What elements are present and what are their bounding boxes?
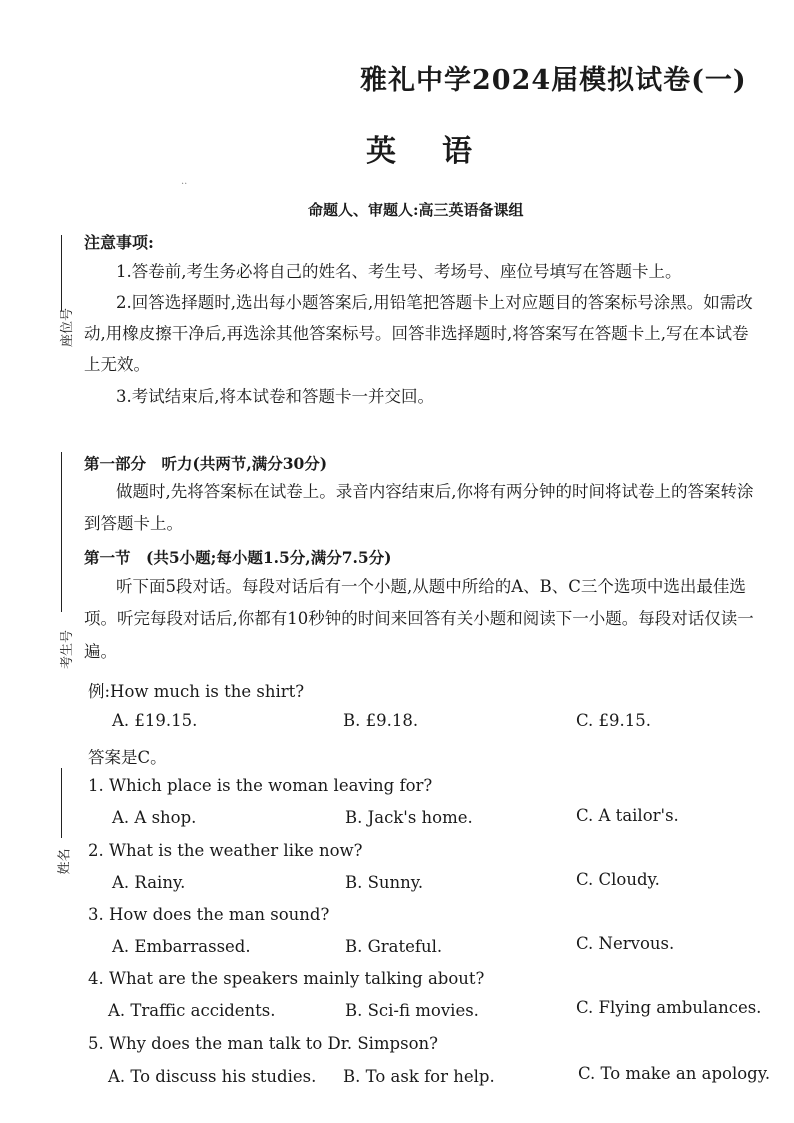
q4-option-c: C. Flying ambulances. [576, 998, 762, 1017]
q2-option-c: C. Cloudy. [576, 870, 660, 889]
q5-option-c: C. To make an apology. [578, 1064, 771, 1083]
notice-line-3: 3.考试结束后,将本试卷和答题卡一并交回。 [116, 387, 434, 406]
exam-number-line [61, 452, 62, 612]
exam-number-label: 考生号 [60, 629, 76, 670]
notice-line-2b: 动,用橡皮擦干净后,再选涂其他答案标号。回答非选择题时,将答案写在答题卡上,写在本试卷 [84, 324, 749, 343]
seat-number-line [61, 235, 62, 311]
q1-option-c: C. A tailor's. [576, 806, 679, 825]
q1-option-a: A. A shop. [112, 808, 197, 827]
q2-option-b: B. Sunny. [345, 873, 424, 892]
subject-title: 英语 [366, 134, 518, 169]
q1-option-b: B. Jack's home. [345, 808, 473, 827]
example-option-b: B. £9.18. [343, 711, 419, 730]
section1-heading: 第一节 (共5小题;每小题1.5分,满分7.5分) [84, 548, 392, 567]
question-4: 4. What are the speakers mainly talking about? [88, 969, 485, 988]
notice-heading: 注意事项: [84, 233, 154, 252]
name-line [61, 768, 62, 838]
q5-option-b: B. To ask for help. [343, 1067, 495, 1086]
q5-option-a: A. To discuss his studies. [108, 1067, 317, 1086]
question-2: 2. What is the weather like now? [88, 841, 363, 860]
exam-title: 雅礼中学2024届模拟试卷(一) [360, 65, 747, 96]
q4-option-b: B. Sci-fi movies. [345, 1001, 479, 1020]
question-5: 5. Why does the man talk to Dr. Simpson? [88, 1034, 438, 1053]
q4-option-a: A. Traffic accidents. [108, 1001, 276, 1020]
instructions-a: 听下面5段对话。每段对话后有一个小题,从题中所给的A、B、C三个选项中选出最佳选 [116, 577, 746, 596]
example-option-a: A. £19.15. [112, 711, 198, 730]
question-1: 1. Which place is the woman leaving for? [88, 776, 433, 795]
q2-option-a: A. Rainy. [112, 873, 186, 892]
notice-line-2c: 上无效。 [84, 355, 150, 374]
part1-heading: 第一部分 听力(共两节,满分30分) [84, 454, 328, 473]
notice-line-1: 1.答卷前,考生务必将自己的姓名、考生号、考场号、座位号填写在答题卡上。 [116, 262, 682, 281]
example-question: 例:How much is the shirt? [88, 682, 305, 701]
seat-number-label: 座位号 [60, 307, 76, 348]
part1-intro-b: 到答题卡上。 [84, 514, 183, 533]
q3-option-a: A. Embarrassed. [112, 937, 251, 956]
instructions-b: 项。听完每段对话后,你都有10秒钟的时间来回答有关小题和阅读下一小题。每段对话仅读一 [84, 609, 754, 628]
name-label: 姓名 [57, 848, 73, 875]
example-option-c: C. £9.15. [576, 711, 652, 730]
notice-line-2a: 2.回答选择题时,选出每小题答案后,用铅笔把答题卡上对应题目的答案标号涂黑。如需改 [116, 293, 753, 312]
q3-option-c: C. Nervous. [576, 934, 675, 953]
q3-option-b: B. Grateful. [345, 937, 443, 956]
part1-intro-a: 做题时,先将答案标在试卷上。录音内容结束后,你将有两分钟的时间将试卷上的答案转涂 [116, 482, 754, 501]
question-3: 3. How does the man sound? [88, 905, 330, 924]
instructions-c: 遍。 [84, 642, 117, 661]
example-answer: 答案是C。 [88, 748, 167, 767]
scan-mark: .. [181, 176, 188, 187]
authors-line: 命题人、审题人:高三英语备课组 [308, 201, 524, 219]
